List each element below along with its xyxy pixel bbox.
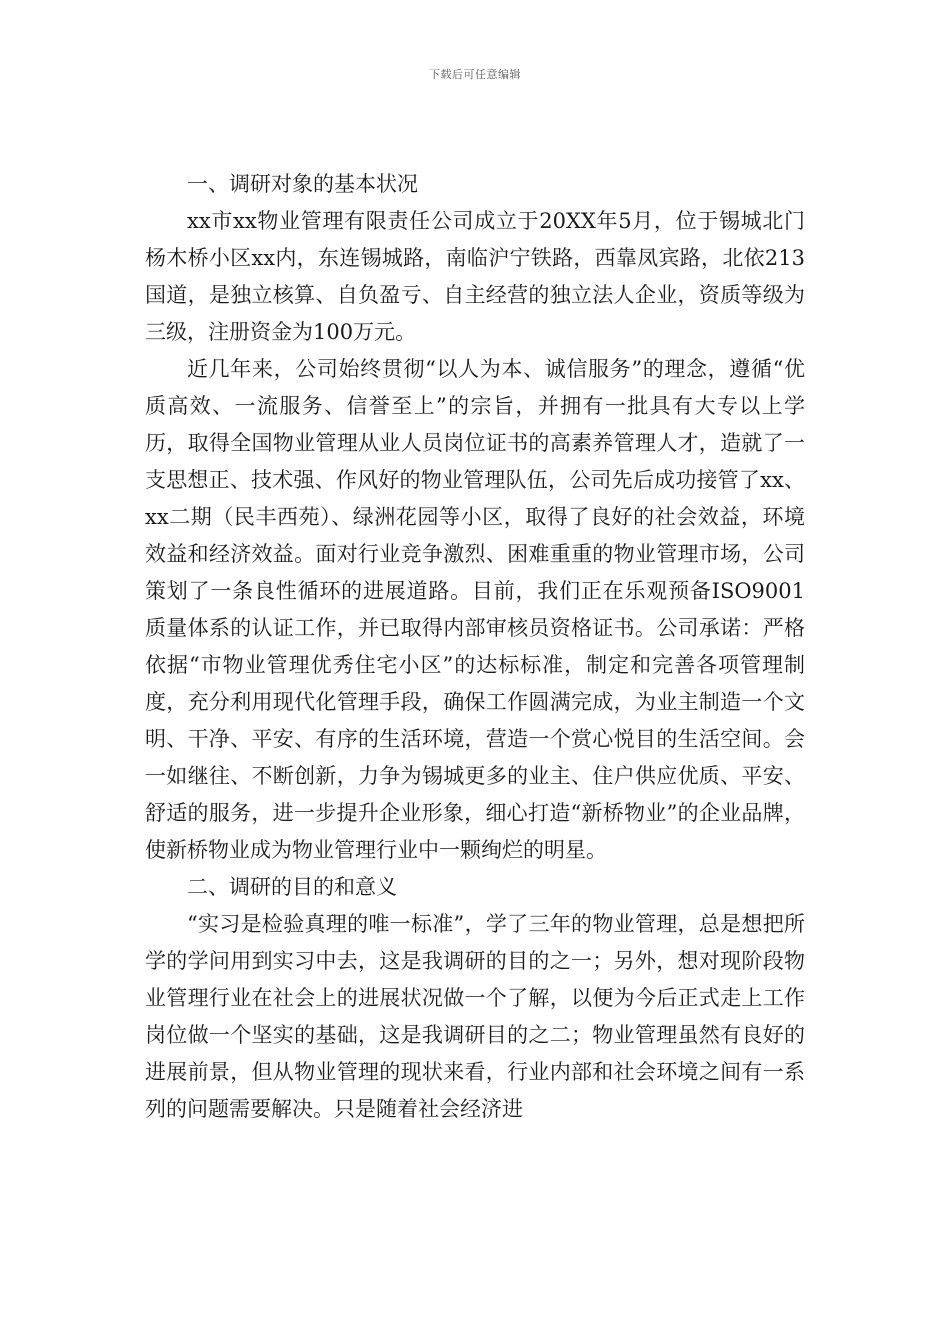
- section-heading-2: 二、调研的目的和意义: [187, 875, 397, 899]
- document-body: [145, 166, 805, 1128]
- section-heading-1: 一、调研对象的基本状况: [187, 172, 418, 196]
- paragraph-company-overview: xx市xx物业管理有限责任公司成立于20XX年5月，位于锡城北门杨木桥小区xx内，东连锡城路，南临沪宁铁路，西靠凤宾路，北依213国道，是独立核算、自负盈亏、自主经营的独立法人企业，资质等级为三级，注册资金为100万元。: [145, 209, 805, 344]
- paragraph-research-purpose: “实习是检验真理的唯一标准”，学了三年的物业管理，总是想把所学的学问用到实习中去，这是我调研的目的之一；另外，想对现阶段物业管理行业在社会上的进展状况做一个了解，以便为今后正式走上工作岗位做一个坚实的基础，这是我调研目的之二；物业管理虽然有良好的进展前景，但从物业管理的现状来看，行业内部和社会环境之间有一系列的问题需要解决。只是随着社会经济进: [145, 912, 805, 1121]
- header-note: 下载后可任意编辑: [429, 68, 521, 81]
- paragraph-company-philosophy: 近几年来，公司始终贯彻“以人为本、诚信服务”的理念，遵循“优质高效、一流服务、信誉至上”的宗旨，并拥有一批具有大专以上学历，取得全国物业管理从业人员岗位证书的高素养管理人才，造就了一支思想正、技术强、作风好的物业管理队伍，公司先后成功接管了xx、xx二期（民丰西苑）、绿洲花园等小区，取得了良好的社会效益，环境效益和经济效益。面对行业竞争激烈、困难重重的物业管理市场，公司策划了一条良性循环的进展道路。目前，我们正在乐观预备ISO9001质量体系的认证工作，并已取得内部审核员资格证书。公司承诺：严格依据“市物业管理优秀住宅小区”的达标标准，制定和完善各项管理制度，充分利用现代化管理手段，确保工作圆满完成，为业主制造一个文明、干净、平安、有序的生活环境，营造一个赏心悦目的生活空间。会一如继往、不断创新，力争为锡城更多的业主、住户供应优质、平安、舒适的服务，进一步提升企业形象，细心打造“新桥物业”的企业品牌，使新桥物业成为物业管理行业中一颗绚烂的明星。: [145, 357, 805, 862]
